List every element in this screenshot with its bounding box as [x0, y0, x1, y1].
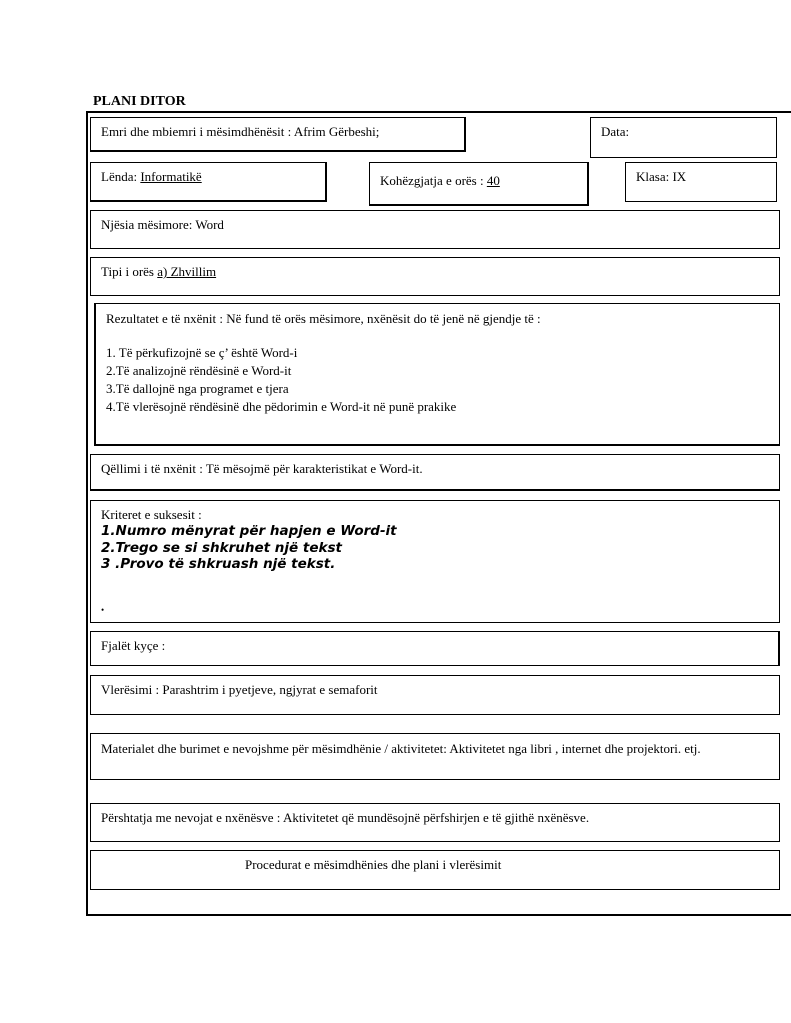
date-label: Data:: [601, 124, 630, 139]
materials-text: Materialet dhe burimet e nevojshme për mësimdhënie / aktivitetet: Aktivitetet nga libri , internet dhe projektori. etj.: [101, 741, 701, 756]
keywords-text: Fjalët kyçe :: [101, 638, 166, 653]
criteria-item: 1.Numro mënyrat për hapjen e Word-it: [101, 523, 397, 539]
outcome-item: 2.Të analizojnë rëndësinë e Word-it: [106, 363, 292, 378]
objective-field: [90, 454, 780, 491]
criteria-bullet: •: [101, 605, 105, 615]
success-criteria: [90, 500, 780, 623]
learning-outcomes: [94, 303, 780, 446]
objective-text: Qëllimi i të nxënit : Të mësojmë për karakteristikat e Word-it.: [101, 461, 423, 476]
teacher-field: [90, 117, 466, 152]
adaptation-field: [90, 803, 780, 842]
unit-field: [90, 210, 780, 249]
lesson-type-value: a) Zhvillim: [157, 264, 217, 279]
procedures-field: [90, 850, 780, 890]
outcomes-intro: Rezultatet e të nxënit : Në fund të orës mësimore, nxënësit do të jenë në gjendje të :: [106, 311, 541, 326]
teacher-name: Afrim Gërbeshi;: [293, 124, 380, 139]
outcome-item: 1. Të përkufizojnë se ç’ është Word-i: [106, 345, 298, 360]
keywords-field: [90, 631, 780, 666]
criteria-label: Kriteret e suksesit :: [101, 507, 202, 522]
subject-label: Lënda:: [101, 169, 138, 184]
subject-field: [90, 162, 327, 202]
lesson-type-label: Tipi i orës: [101, 264, 154, 279]
class-field: [625, 162, 777, 202]
unit-text: Njësia mësimore: Word: [101, 217, 224, 232]
adaptation-text: Përshtatja me nevojat e nxënësve : Aktivitetet që mundësojnë përfshirjen e të gjithë nxënësve.: [101, 810, 590, 825]
criteria-item: 3 .Provo të shkruash një tekst.: [101, 556, 336, 572]
duration-value: 40: [486, 173, 500, 188]
teacher-label: Emri dhe mbiemri i mësimdhënësit :: [101, 124, 292, 139]
duration-label: Kohëzgjatja e orës :: [380, 173, 484, 188]
class-label: Klasa:: [636, 169, 670, 184]
date-field: [590, 117, 777, 158]
criteria-item: 2.Trego se si shkruhet një tekst: [101, 539, 342, 556]
page-title: PLANI DITOR: [93, 94, 186, 109]
assessment-text: Vlerësimi : Parashtrim i pyetjeve, ngjyrat e semaforit: [101, 682, 378, 697]
materials-field: [90, 733, 780, 780]
subject-value: Informatikë: [140, 169, 202, 184]
assessment-field: [90, 675, 780, 715]
lesson-type-field: [90, 257, 780, 296]
outcome-item: 3.Të dallojnë nga programet e tjera: [106, 381, 289, 396]
class-value: IX: [672, 169, 687, 184]
outcome-item: 4.Të vlerësojnë rëndësinë dhe pëdorimin e Word-it në punë prakike: [106, 399, 457, 414]
duration-field: [369, 162, 589, 206]
procedures-text: Procedurat e mësimdhënies dhe plani i vlerësimit: [245, 857, 502, 872]
